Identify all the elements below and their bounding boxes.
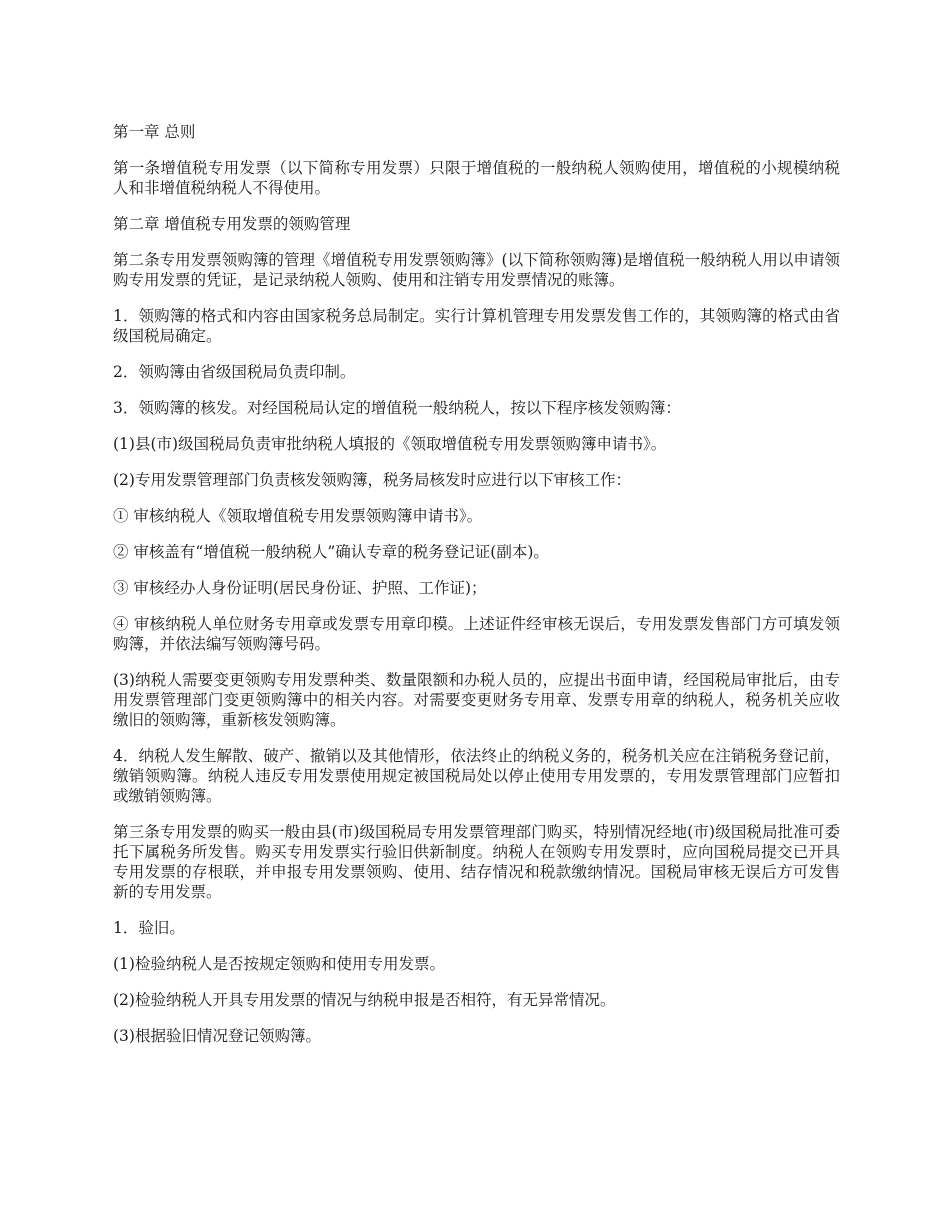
inspection-item-3: (3)根据验旧情况登记领购簿。 <box>113 1027 321 1045</box>
chapter-1-heading: 第一章 总则 <box>113 123 196 141</box>
review-item-1: ① 审核纳税人《领取增值税专用发票领购簿申请书》。 <box>113 507 483 525</box>
sub-item-3: (3)纳税人需要变更领购专用发票种类、数量限额和办税人员的，应提出书面申请，经国税局审批后，由专用发票管理部门变更领购簿中的相关内容。对需要变更财务专用章、发票专用章的纳税人，税务机关应收缴旧的领购簿，重新核发领购簿。 <box>113 671 840 729</box>
document-body <box>113 122 840 1062</box>
article-3-paragraph: 第三条专用发票的购买一般由县(市)级国税局专用发票管理部门购买，特别情况经地(市)级国税局批准可委托下属税务所发售。购买专用发票实行验旧供新制度。纳税人在领购专用发票时，应向国税局提交已开具专用发票的存根联，并申报专用发票领购、使用、结存情况和税款缴纳情况。国税局审核无误后方可发售新的专用发票。 <box>113 823 840 901</box>
sub-item-1: (1)县(市)级国税局负责审批纳税人填报的《领取增值税专用发票领购簿申请书》。 <box>113 435 667 453</box>
list-item-2: 2．领购簿由省级国税局负责印制。 <box>113 363 356 381</box>
chapter-2-heading: 第二章 增值税专用发票的领购管理 <box>113 215 351 233</box>
article-2-paragraph: 第二条专用发票领购簿的管理《增值税专用发票领购簿》(以下简称领购簿)是增值税一般纳税人用以申请领购专用发票的凭证，是记录纳税人领购、使用和注销专用发票情况的账簿。 <box>113 251 840 289</box>
review-item-3: ③ 审核经办人身份证明(居民身份证、护照、工作证)； <box>113 579 487 597</box>
list-item-1: 1．领购簿的格式和内容由国家税务总局制定。实行计算机管理专用发票发售工作的，其领购簿的格式由省级国税局确定。 <box>113 307 840 345</box>
inspection-item-1: (1)检验纳税人是否按规定领购和使用专用发票。 <box>113 955 445 973</box>
sub-item-2: (2)专用发票管理部门负责核发领购簿，税务局核发时应进行以下审核工作： <box>113 471 631 489</box>
list-item-3: 3．领购簿的核发。对经国税局认定的增值税一般纳税人，按以下程序核发领购簿： <box>113 399 681 417</box>
inspection-item-2: (2)检验纳税人开具专用发票的情况与纳税申报是否相符，有无异常情况。 <box>113 991 616 1009</box>
article-1-paragraph: 第一条增值税专用发票（以下简称专用发票）只限于增值税的一般纳税人领购使用，增值税的小规模纳税人和非增值税纳税人不得使用。 <box>113 159 840 197</box>
list-item-4: 4．纳税人发生解散、破产、撤销以及其他情形，依法终止的纳税义务的，税务机关应在注销税务登记前，缴销领购簿。纳税人违反专用发票使用规定被国税局处以停止使用专用发票的，专用发票管理部门应暂扣或缴销领购簿。 <box>113 747 840 805</box>
review-item-2: ② 审核盖有“增值税一般纳税人”确认专章的税务登记证(副本)。 <box>113 543 549 561</box>
review-item-4: ④ 审核纳税人单位财务专用章或发票专用章印模。上述证件经审核无误后，专用发票发售部门方可填发领购簿，并依法编写领购簿号码。 <box>113 615 840 653</box>
inspection-heading: 1．验旧。 <box>113 919 185 937</box>
